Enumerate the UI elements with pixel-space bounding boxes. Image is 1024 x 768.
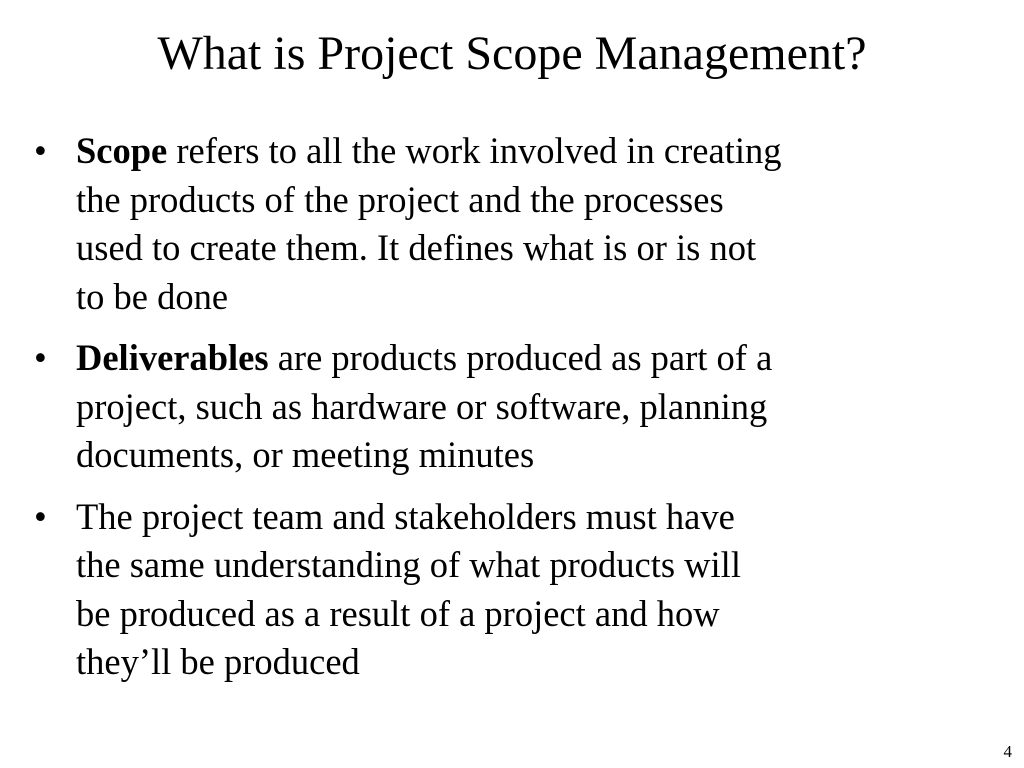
bullet-line: be produced as a result of a project and how (76, 592, 720, 634)
bullet-item-shared-understanding (34, 493, 964, 687)
bullet-line: project, such as hardware or software, planning (76, 385, 768, 427)
bullet-term: Deliverables (76, 337, 269, 378)
bullet-text (76, 334, 964, 480)
bullet-text (76, 493, 964, 687)
bullet-line: the products of the project and the processes (76, 178, 724, 220)
bullet-line: they’ll be produced (76, 641, 360, 682)
bullet-line: documents, or meeting minutes (76, 434, 535, 475)
bullet-list (34, 127, 964, 700)
bullet-item-scope (34, 127, 964, 321)
bullet-term: Scope (76, 130, 168, 171)
bullet-line: used to create them. It defines what is or is not (76, 227, 757, 268)
bullet-line-text: are products produced as part of a (268, 337, 773, 378)
bullet-line: to be done (76, 275, 229, 317)
bullet-icon: • (34, 337, 47, 378)
bullet-icon: • (34, 130, 47, 171)
bullet-line-text: refers to all the work involved in creating (167, 130, 782, 171)
page-number: 4 (1003, 742, 1012, 761)
slide-title: What is Project Scope Management? (157, 27, 867, 80)
bullet-line (76, 127, 964, 176)
bullet-line: the same understanding of what products will (76, 544, 741, 585)
bullet-text (76, 127, 964, 321)
bullet-line (76, 334, 964, 383)
bullet-item-deliverables (34, 334, 964, 480)
bullet-line: The project team and stakeholders must have (76, 495, 735, 537)
bullet-icon: • (34, 495, 47, 537)
